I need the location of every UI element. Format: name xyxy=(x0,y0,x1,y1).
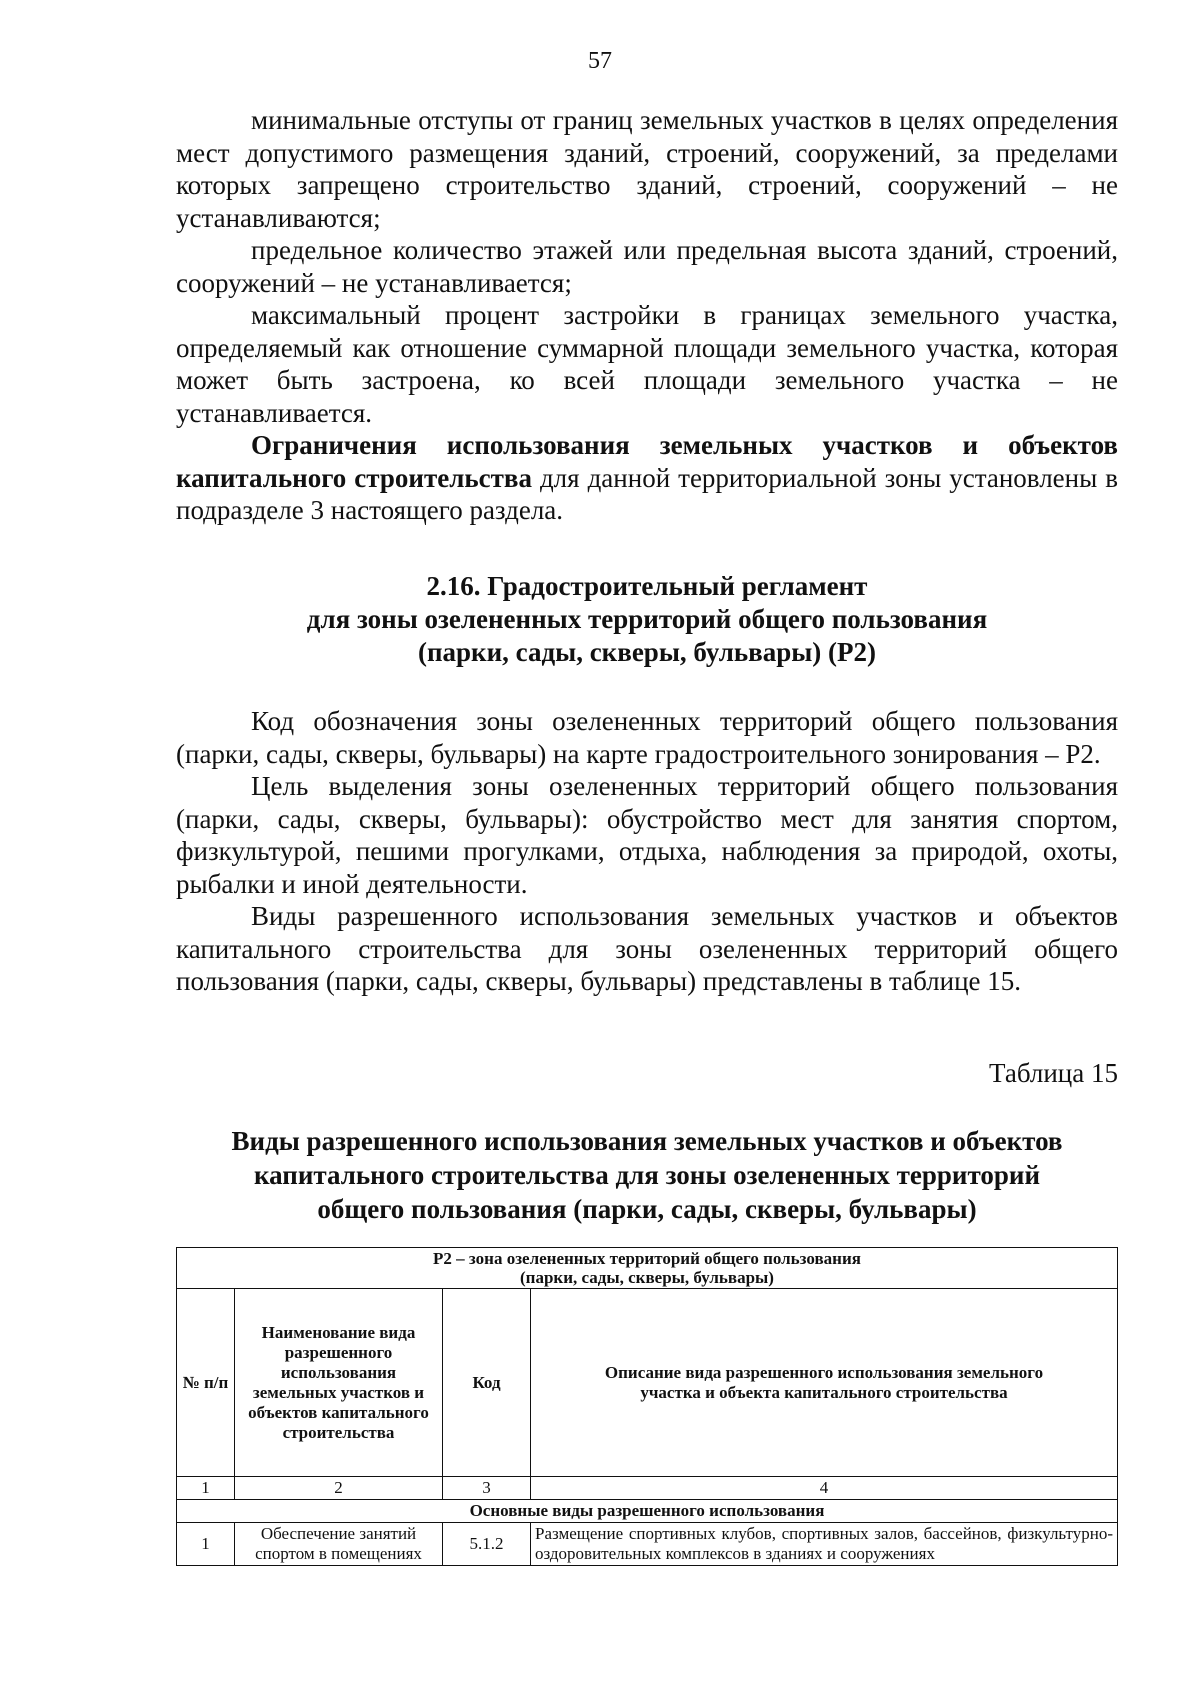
zone-header-line: (парки, сады, скверы, бульвары) xyxy=(520,1268,774,1287)
row-code-cell: 5.1.2 xyxy=(443,1523,531,1566)
section-heading xyxy=(176,570,1118,669)
table-title-line: общего пользования (парки, сады, скверы, бульвары) xyxy=(317,1194,977,1224)
group-header-row xyxy=(177,1500,1118,1523)
col-header-code: Код xyxy=(443,1289,531,1477)
page-number: 57 xyxy=(588,48,612,74)
paragraph-floors: предельное количество этажей или предельная высота зданий, строений, сооружений – не устанавливается; xyxy=(176,235,1118,298)
table-title xyxy=(176,1124,1118,1226)
col-number-cell: 3 xyxy=(443,1477,531,1500)
section-heading-line: (парки, сады, скверы, бульвары) (Р2) xyxy=(417,637,877,667)
col-header-name: Наименование вида разрешенного использования земельных участков и объектов капитального строительства xyxy=(235,1289,443,1477)
column-header-row xyxy=(177,1289,1118,1477)
land-use-table xyxy=(176,1247,1118,1566)
row-number-cell: 1 xyxy=(177,1523,235,1566)
zone-header-row xyxy=(177,1248,1118,1289)
group-header-cell: Основные виды разрешенного использования xyxy=(177,1500,1118,1523)
col-header-number: № п/п xyxy=(177,1289,235,1477)
body-text-top xyxy=(176,104,1118,527)
zone-header-line: Р2 – зона озелененных территорий общего пользования xyxy=(433,1249,861,1268)
restrictions-bold-lead: Ограничения использования земельных участков и объектов капитального строительства xyxy=(176,430,1118,493)
col-header-description: Описание вида разрешенного использования земельного участка и объекта капитального строительства xyxy=(531,1289,1118,1477)
zone-header-cell xyxy=(177,1248,1118,1289)
row-name-cell: Обеспечение занятий спортом в помещениях xyxy=(235,1523,443,1566)
restrictions-rest: для данной территориальной зоны установлены в подразделе 3 настоящего раздела. xyxy=(176,462,1118,525)
section-heading-line: 2.16. Градостроительный регламент xyxy=(426,571,868,601)
paragraph-zone-purpose: Цель выделения зоны озелененных территорий общего пользования (парки, сады, скверы, бульвары): обустройство мест для занятия спортом, физкультурой, пешими прогулками, отдыха, наблюдения за природой, охоты, рыбалки и иной деятельности. xyxy=(176,771,1118,899)
col-number-cell: 4 xyxy=(531,1477,1118,1500)
row-description-cell: Размещение спортивных клубов, спортивных залов, бассейнов, физкультурно-оздоровительных комплексов в зданиях и сооружениях xyxy=(531,1523,1118,1566)
table-row xyxy=(177,1523,1118,1566)
table-title-line: Виды разрешенного использования земельных участков и объектов xyxy=(231,1126,1063,1156)
column-number-row xyxy=(177,1477,1118,1500)
paragraph-zone-code: Код обозначения зоны озелененных территорий общего пользования (парки, сады, скверы, бульвары) на карте градостроительного зонирования – Р2. xyxy=(176,706,1118,769)
table-label: Таблица 15 xyxy=(989,1058,1118,1088)
col-number-cell: 2 xyxy=(235,1477,443,1500)
paragraph-coverage: максимальный процент застройки в границах земельного участка, определяемый как отношение суммарной площади земельного участка, которая может быть застроена, ко всей площади земельного участка – не устанавливается. xyxy=(176,300,1118,428)
body-text-bottom xyxy=(176,705,1118,998)
table-title-line: капитального строительства для зоны озелененных территорий xyxy=(253,1160,1041,1190)
paragraph-setbacks: минимальные отступы от границ земельных участков в целях определения мест допустимого размещения зданий, строений, сооружений, за пределами которых запрещено строительство зданий, строений, сооружений – не устанавливаются; xyxy=(176,105,1118,233)
paragraph-restrictions xyxy=(176,429,1118,527)
section-heading-line: для зоны озелененных территорий общего пользования xyxy=(306,604,988,634)
col-number-cell: 1 xyxy=(177,1477,235,1500)
paragraph-table-reference: Виды разрешенного использования земельных участков и объектов капитального строительства для зоны озелененных территорий общего пользования (парки, сады, скверы, бульвары) представлены в таблице 15. xyxy=(176,901,1118,996)
